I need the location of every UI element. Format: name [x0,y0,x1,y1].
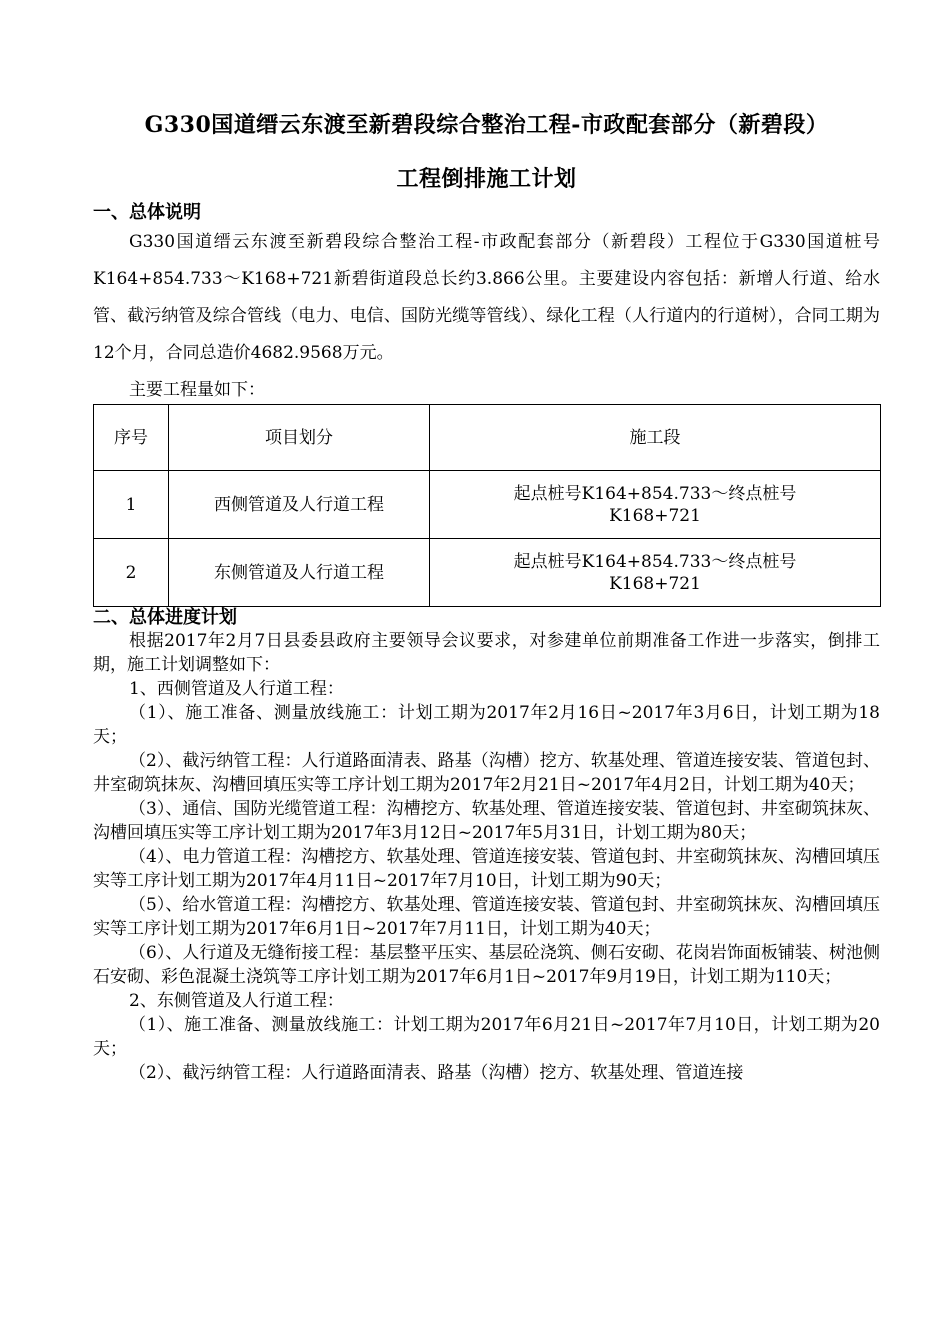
east-item: （1）、施工准备、测量放线施工：计划工期为2017年6月21日~2017年7月10日，计划工期为20天； [93,1015,880,1059]
section-heading-schedule: 二、总体进度计划 [93,607,237,628]
table-cell: 1 [94,471,169,539]
west-item: （4）、电力管道工程：沟槽挖方、软基处理、管道连接安装、管道包封、井室砌筑抹灰、沟槽回填压实等工序计划工期为2017年4月11日~2017年7月10日，计划工期为90天； [93,847,880,891]
west-item: （2）、截污纳管工程：人行道路面清表、路基（沟槽）挖方、软基处理、管道连接安装、管道包封、井室砌筑抹灰、沟槽回填压实等工序计划工期为2017年2月21日~2017年4月2日，计划工期为40天； [93,751,880,795]
quantities-intro: 主要工程量如下： [129,380,265,400]
table-header-cell: 施工段 [430,405,881,471]
west-item: （6）、人行道及无缝衔接工程：基层整平压实、基层砼浇筑、侧石安砌、花岗岩饰面板铺装、树池侧石安砌、彩色混凝土浇筑等工序计划工期为2017年6月1日~2017年9月19日，计划工期为110天； [93,943,880,987]
table-cell: 东侧管道及人行道工程 [169,539,430,607]
table-header-cell: 项目划分 [169,405,430,471]
table-header-row [94,405,881,471]
west-item: （5）、给水管道工程：沟槽挖方、软基处理、管道连接安装、管道包封、井室砌筑抹灰、沟槽回填压实等工序计划工期为2017年6月1日~2017年7月11日，计划工期为40天； [93,895,880,939]
schedule-intro: 根据2017年2月7日县委县政府主要领导会议要求，对参建单位前期准备工作进一步落实，倒排工期，施工计划调整如下： [93,631,880,675]
west-item: （3）、通信、国防光缆管道工程：沟槽挖方、软基处理、管道连接安装、管道包封、井室砌筑抹灰、沟槽回填压实等工序计划工期为2017年3月12日~2017年5月31日，计划工期为80天； [93,799,880,843]
table-header-cell: 序号 [94,405,169,471]
document-subtitle: 工程倒排施工计划 [396,166,577,192]
table-row [94,539,881,607]
east-heading: 2、东侧管道及人行道工程： [129,991,344,1011]
overview-paragraph: G330国道缙云东渡至新碧段综合整治工程-市政配套部分（新碧段）工程位于G330国道桩号K164+854.733～K168+721新碧街道段总长约3.866公里。主要建设内容包括：新增人行道、给水管、截污纳管及综合管线（电力、电信、国防光缆等管线）、绿化工程（人行道内的行道树），合同工期为12个月，合同总造价4682.9568万元。 [93,232,880,363]
table-cell: 起点桩号K164+854.733～终点桩号K168+721 [430,471,881,539]
quantities-table [93,404,881,607]
section-heading-overview: 一、总体说明 [93,202,201,223]
table-cell: 起点桩号K164+854.733～终点桩号K168+721 [430,539,881,607]
table-row [94,471,881,539]
west-item: （1）、施工准备、测量放线施工：计划工期为2017年2月16日~2017年3月6日，计划工期为18天； [93,703,880,747]
table-cell: 西侧管道及人行道工程 [169,471,430,539]
table-cell: 2 [94,539,169,607]
east-item: （2）、截污纳管工程：人行道路面清表、路基（沟槽）挖方、软基处理、管道连接 [129,1063,744,1083]
document-title: G330国道缙云东渡至新碧段综合整治工程-市政配套部分（新碧段） [144,112,829,138]
west-heading: 1、西侧管道及人行道工程： [129,679,344,699]
